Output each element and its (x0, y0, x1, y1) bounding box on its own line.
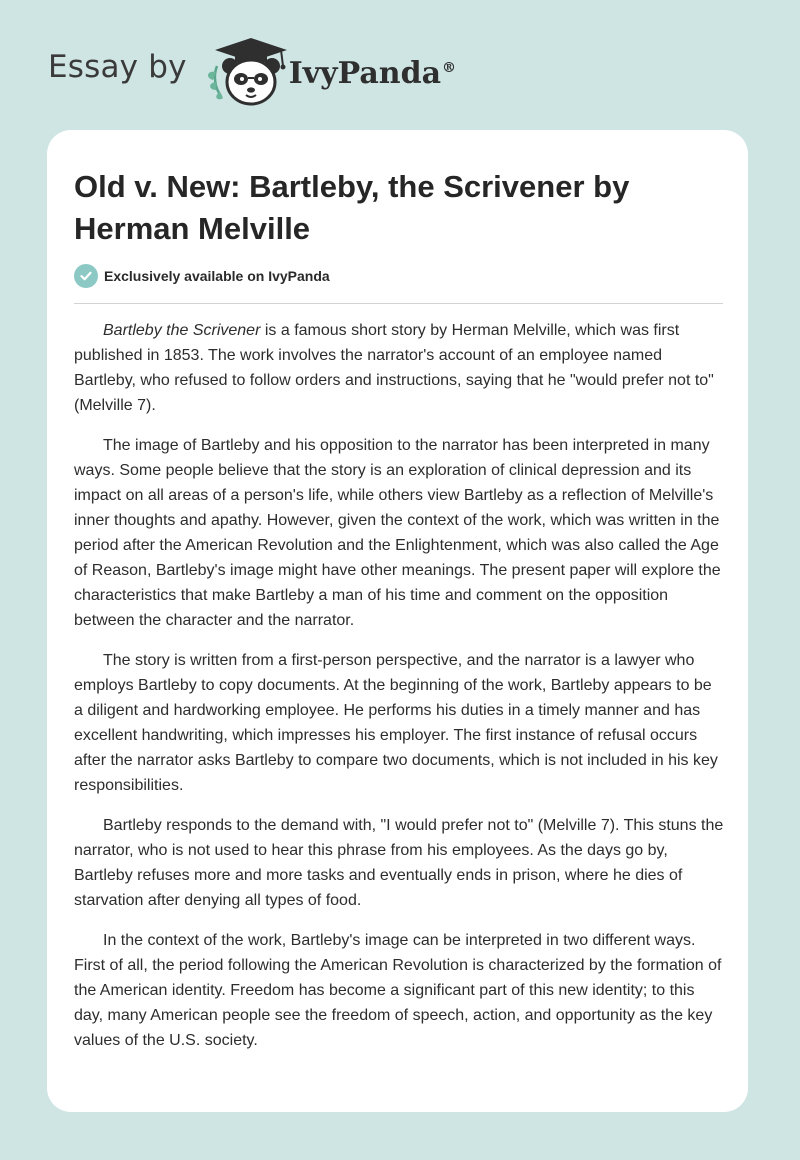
essay-card (47, 130, 748, 1112)
check-circle-icon (74, 264, 98, 288)
brand-header[interactable] (48, 36, 456, 108)
paragraph: Bartleby the Scrivener is a famous short story by Herman Melville, which was first published in 1853. The work involves the narrator's account of an employee named Bartleby, who refused to follow orders and instructions, saying that he "would prefer not to" (Melville 7). (74, 322, 714, 414)
paragraph: Bartleby responds to the demand with, "I would prefer not to" (Melville 7). This stuns the narrator, who is not used to hear this phrase from his employees. As the days go by, Bartleby refuses more and more tasks and eventually ends in prison, where he dies of starvation after denying all types of food. (74, 817, 724, 909)
trademark-symbol: ® (442, 59, 457, 76)
exclusive-badge (74, 264, 330, 288)
page-title: Old v. New: Bartleby, the Scrivener by Herman Melville (74, 169, 630, 246)
paragraph: The image of Bartleby and his opposition to the narrator has been interpreted in many ways. Some people believe that the story is an exploration of clinical depression and its impact on all areas of a person's life, while others view Bartleby as a reflection of Melville's inner thoughts and apathy. However, given the context of the work, which was written in the period after the American Revolution and the Enlightenment, which was also called the Age of Reason, Bartleby's image might have other meanings. The present paper will explore the characteristics that make Bartleby a man of his time and comment on the opposition between the character and the narrator. (74, 437, 721, 629)
brand-name: IvyPanda® (288, 55, 457, 91)
brand-prefix: Essay by (48, 49, 187, 85)
divider (74, 303, 723, 304)
badge-label: Exclusively available on IvyPanda (104, 268, 330, 284)
paragraph: In the context of the work, Bartleby's image can be interpreted in two different ways. First of all, the period following the American Revolution is characterized by the formation of the American identity. Freedom has become a significant part of this new identity; to this day, many American people see the freedom of speech, action, and opportunity as the key values of the U.S. society. (74, 932, 722, 1049)
paragraph: The story is written from a first-person perspective, and the narrator is a lawyer who employs Bartleby to copy documents. At the beginning of the work, Bartleby appears to be a diligent and hardworking employee. He performs his duties in a timely manner and has excellent handwriting, which impresses his employer. The first instance of refusal occurs after the narrator asks Bartleby to compare two documents, which is not included in his key responsibilities. (74, 652, 718, 794)
panda-graduate-icon (201, 36, 289, 108)
work-title-italic: Bartleby the Scrivener (103, 322, 261, 339)
essay-body (74, 318, 724, 1068)
